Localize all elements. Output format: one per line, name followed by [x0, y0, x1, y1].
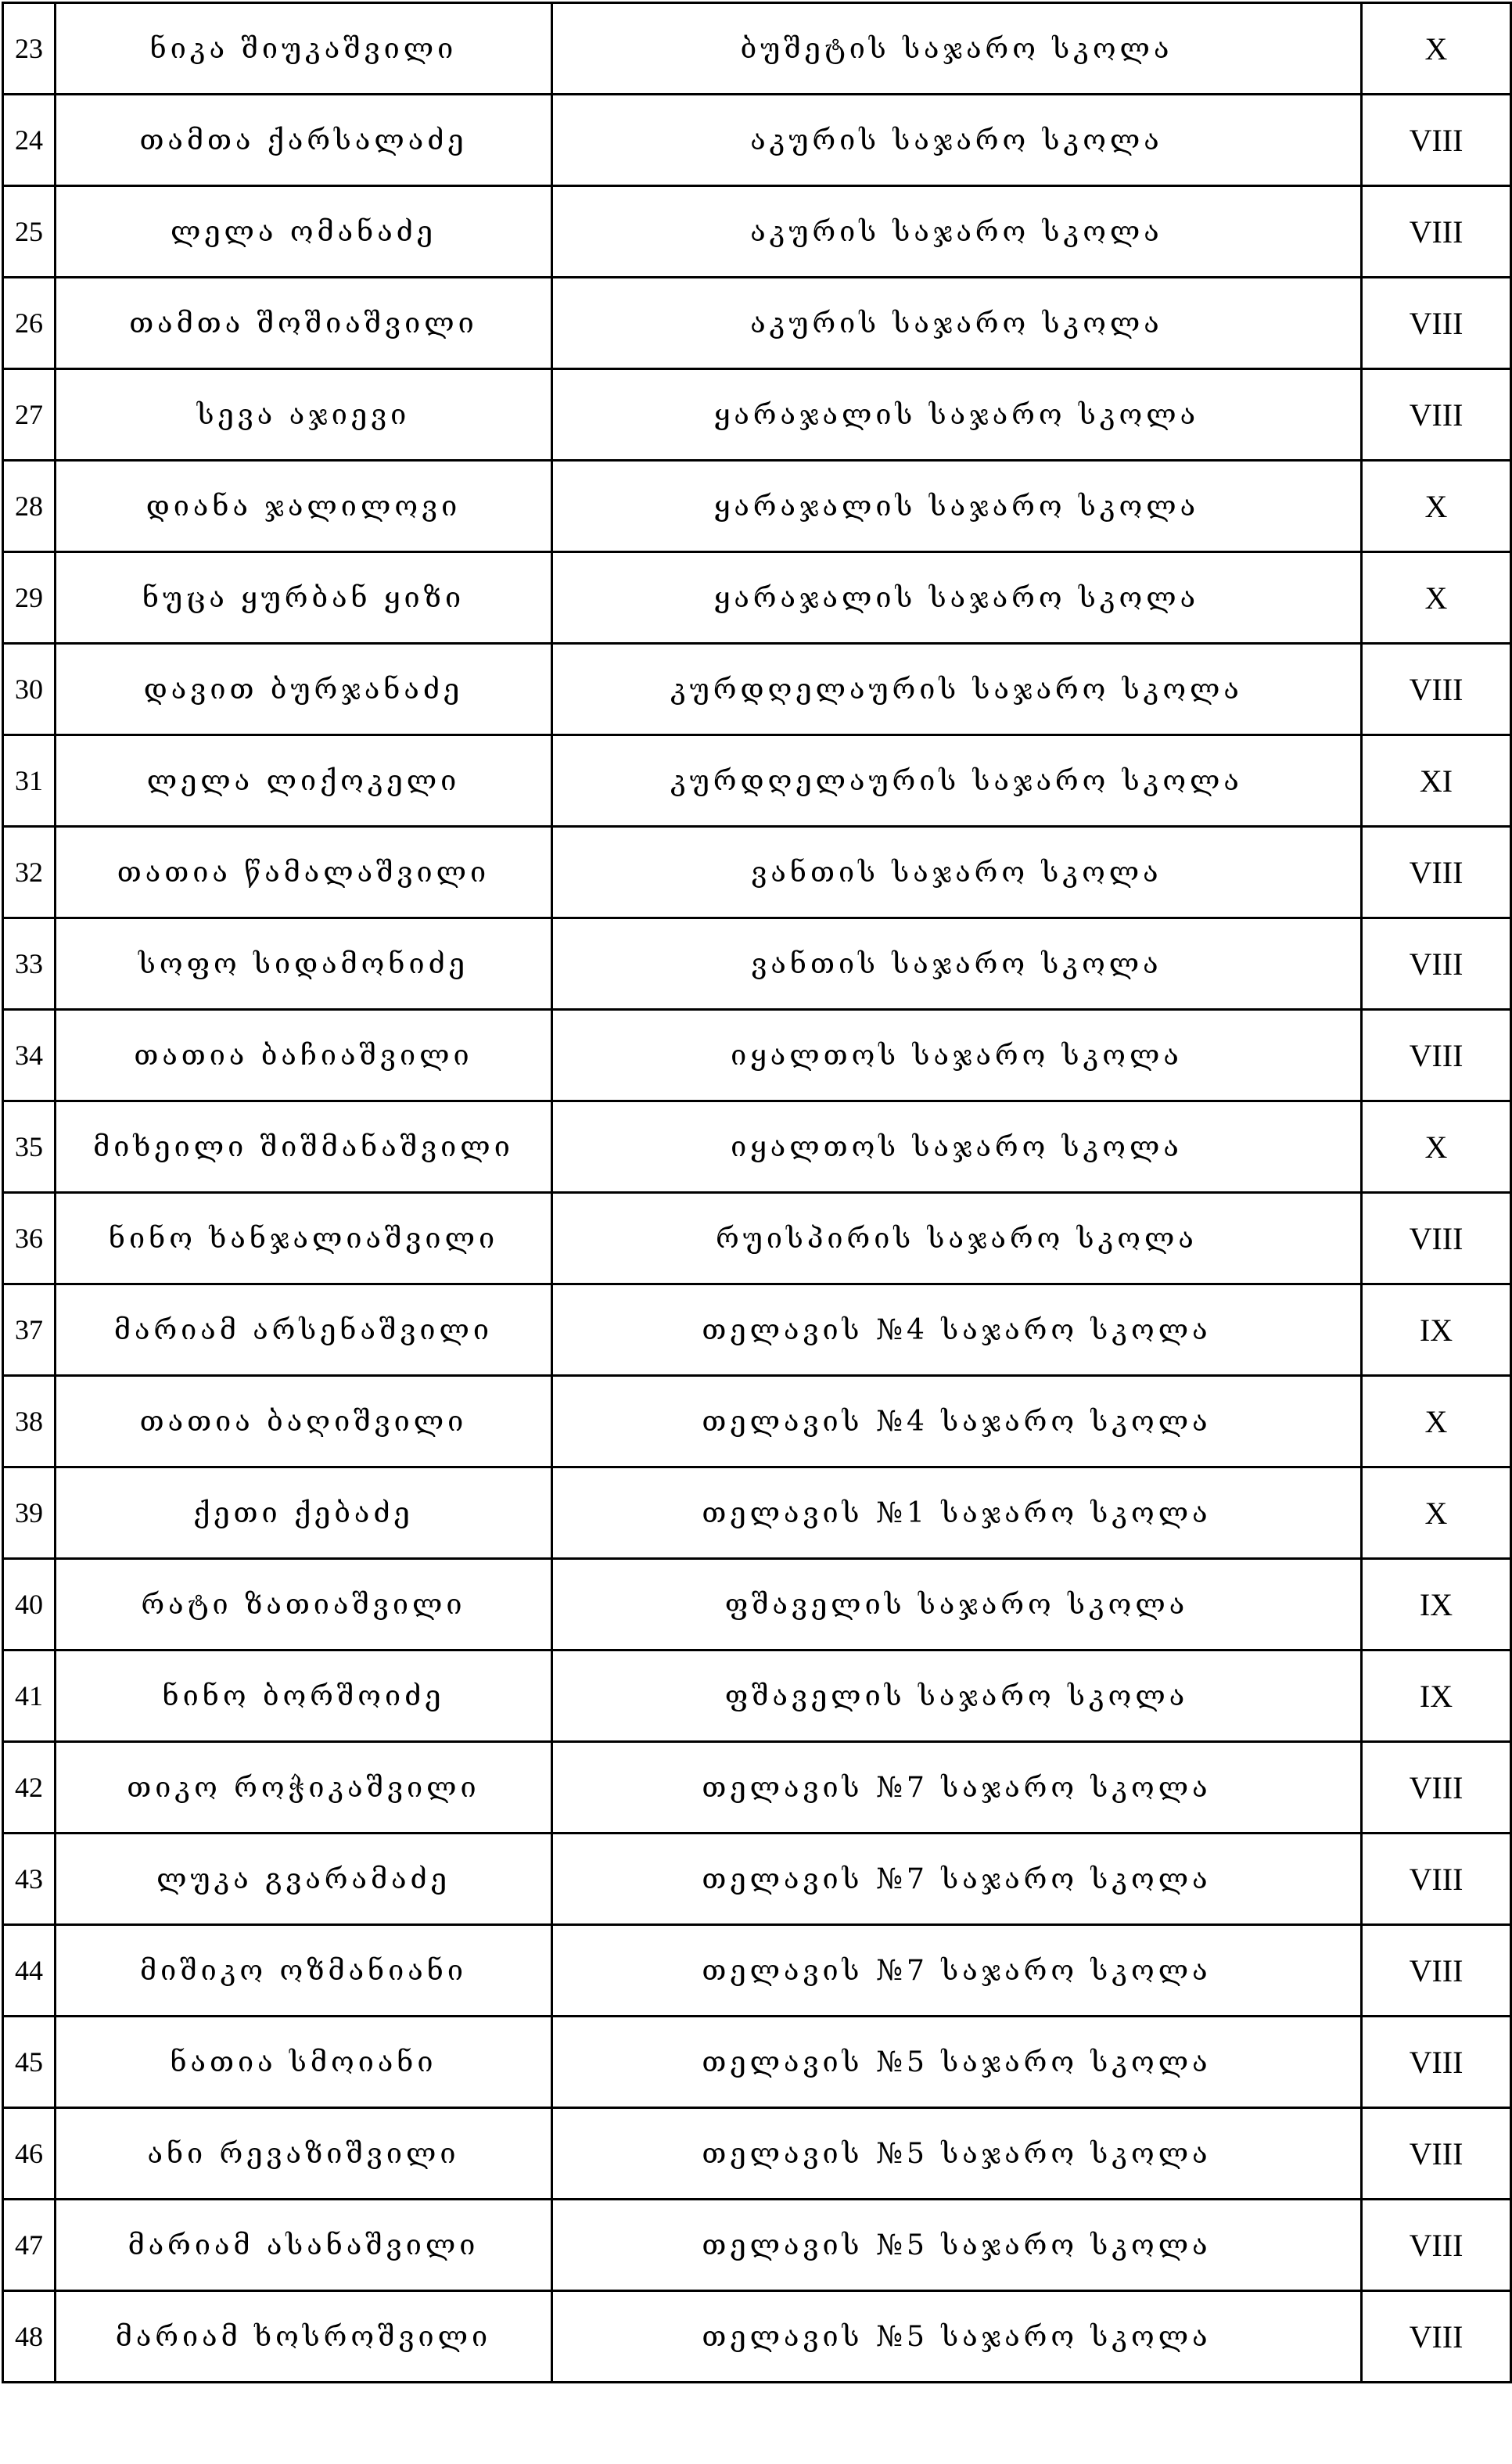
row-number-cell: 31: [3, 735, 56, 827]
row-number-cell: 45: [3, 2017, 56, 2108]
grade-cell: VIII: [1362, 2200, 1511, 2291]
school-name-cell: თელავის №1 საჯარო სკოლა: [552, 1467, 1362, 1559]
grade-cell: VIII: [1362, 2108, 1511, 2200]
grade-cell: VIII: [1362, 827, 1511, 918]
table-row: [3, 1467, 1511, 1559]
student-name-cell: თათია ბაჩიაშვილი: [56, 1010, 552, 1101]
grade-cell: VIII: [1362, 2291, 1511, 2383]
row-number-cell: 40: [3, 1559, 56, 1650]
row-number-cell: 36: [3, 1193, 56, 1284]
table-row: [3, 2200, 1511, 2291]
student-name-cell: ანი რევაზიშვილი: [56, 2108, 552, 2200]
table-row: [3, 552, 1511, 644]
grade-cell: VIII: [1362, 95, 1511, 186]
row-number-cell: 38: [3, 1376, 56, 1467]
student-name-cell: თათია წამალაშვილი: [56, 827, 552, 918]
school-name-cell: თელავის №5 საჯარო სკოლა: [552, 2017, 1362, 2108]
grade-cell: VIII: [1362, 1925, 1511, 2017]
grade-cell: VIII: [1362, 2017, 1511, 2108]
student-name-cell: ნინო ბორშოიძე: [56, 1650, 552, 1742]
school-name-cell: თელავის №5 საჯარო სკოლა: [552, 2108, 1362, 2200]
row-number-cell: 47: [3, 2200, 56, 2291]
row-number-cell: 26: [3, 278, 56, 369]
student-name-cell: ნათია სმოიანი: [56, 2017, 552, 2108]
school-name-cell: თელავის №7 საჯარო სკოლა: [552, 1742, 1362, 1834]
grade-cell: XI: [1362, 735, 1511, 827]
table-row: [3, 644, 1511, 735]
row-number-cell: 33: [3, 918, 56, 1010]
school-name-cell: იყალთოს საჯარო სკოლა: [552, 1101, 1362, 1193]
grade-cell: VIII: [1362, 918, 1511, 1010]
school-name-cell: ყარაჯალის საჯარო სკოლა: [552, 552, 1362, 644]
table-row: [3, 1376, 1511, 1467]
row-number-cell: 27: [3, 369, 56, 461]
row-number-cell: 48: [3, 2291, 56, 2383]
row-number-cell: 32: [3, 827, 56, 918]
school-name-cell: აკურის საჯარო სკოლა: [552, 278, 1362, 369]
student-name-cell: მიშიკო ოზმანიანი: [56, 1925, 552, 2017]
student-name-cell: ნინო ხანჯალიაშვილი: [56, 1193, 552, 1284]
school-name-cell: ვანთის საჯარო სკოლა: [552, 827, 1362, 918]
table-row: [3, 3, 1511, 95]
student-name-cell: ქეთი ქებაძე: [56, 1467, 552, 1559]
grade-cell: X: [1362, 552, 1511, 644]
row-number-cell: 42: [3, 1742, 56, 1834]
grade-cell: VIII: [1362, 1193, 1511, 1284]
row-number-cell: 43: [3, 1834, 56, 1925]
student-name-cell: ლუკა გვარამაძე: [56, 1834, 552, 1925]
school-name-cell: ყარაჯალის საჯარო სკოლა: [552, 461, 1362, 552]
student-name-cell: თამთა შოშიაშვილი: [56, 278, 552, 369]
student-name-cell: ნიკა შიუკაშვილი: [56, 3, 552, 95]
grade-cell: VIII: [1362, 1834, 1511, 1925]
table-row: [3, 1193, 1511, 1284]
table-row: [3, 1559, 1511, 1650]
school-name-cell: ფშაველის საჯარო სკოლა: [552, 1559, 1362, 1650]
student-name-cell: დავით ბურჯანაძე: [56, 644, 552, 735]
student-name-cell: სოფო სიდამონიძე: [56, 918, 552, 1010]
table-row: [3, 278, 1511, 369]
table-row: [3, 1834, 1511, 1925]
student-name-cell: თათია ბაღიშვილი: [56, 1376, 552, 1467]
school-name-cell: აკურის საჯარო სკოლა: [552, 95, 1362, 186]
student-name-cell: რატი ზათიაშვილი: [56, 1559, 552, 1650]
grade-cell: VIII: [1362, 278, 1511, 369]
row-number-cell: 44: [3, 1925, 56, 2017]
grade-cell: IX: [1362, 1650, 1511, 1742]
grade-cell: X: [1362, 1467, 1511, 1559]
table-row: [3, 95, 1511, 186]
row-number-cell: 29: [3, 552, 56, 644]
student-name-cell: თამთა ქარსალაძე: [56, 95, 552, 186]
table-row: [3, 1010, 1511, 1101]
school-name-cell: ვანთის საჯარო სკოლა: [552, 918, 1362, 1010]
school-name-cell: კურდღელაურის საჯარო სკოლა: [552, 644, 1362, 735]
student-name-cell: მარიამ ხოსროშვილი: [56, 2291, 552, 2383]
row-number-cell: 30: [3, 644, 56, 735]
table-row: [3, 1742, 1511, 1834]
grade-cell: X: [1362, 3, 1511, 95]
grade-cell: X: [1362, 1376, 1511, 1467]
grade-cell: VIII: [1362, 186, 1511, 278]
table-row: [3, 1101, 1511, 1193]
student-name-cell: მარიამ არსენაშვილი: [56, 1284, 552, 1376]
grade-cell: VIII: [1362, 1742, 1511, 1834]
grade-cell: X: [1362, 1101, 1511, 1193]
row-number-cell: 34: [3, 1010, 56, 1101]
student-list-table: [2, 2, 1512, 2383]
row-number-cell: 46: [3, 2108, 56, 2200]
table-row: [3, 1284, 1511, 1376]
grade-cell: VIII: [1362, 644, 1511, 735]
student-name-cell: ლელა ომანაძე: [56, 186, 552, 278]
table-row: [3, 186, 1511, 278]
student-name-cell: ნუცა ყურბან ყიზი: [56, 552, 552, 644]
school-name-cell: რუისპირის საჯარო სკოლა: [552, 1193, 1362, 1284]
row-number-cell: 39: [3, 1467, 56, 1559]
school-name-cell: თელავის №4 საჯარო სკოლა: [552, 1284, 1362, 1376]
school-name-cell: აკურის საჯარო სკოლა: [552, 186, 1362, 278]
table-row: [3, 461, 1511, 552]
table-row: [3, 918, 1511, 1010]
grade-cell: VIII: [1362, 369, 1511, 461]
student-name-cell: მარიამ ასანაშვილი: [56, 2200, 552, 2291]
school-name-cell: იყალთოს საჯარო სკოლა: [552, 1010, 1362, 1101]
student-name-cell: ლელა ლიქოკელი: [56, 735, 552, 827]
school-name-cell: ბუშეტის საჯარო სკოლა: [552, 3, 1362, 95]
table-row: [3, 735, 1511, 827]
grade-cell: IX: [1362, 1559, 1511, 1650]
school-name-cell: თელავის №4 საჯარო სკოლა: [552, 1376, 1362, 1467]
school-name-cell: თელავის №5 საჯარო სკოლა: [552, 2200, 1362, 2291]
row-number-cell: 37: [3, 1284, 56, 1376]
row-number-cell: 25: [3, 186, 56, 278]
student-name-cell: დიანა ჯალილოვი: [56, 461, 552, 552]
table-row: [3, 369, 1511, 461]
table-row: [3, 827, 1511, 918]
table-row: [3, 2291, 1511, 2383]
school-name-cell: თელავის №7 საჯარო სკოლა: [552, 1925, 1362, 2017]
school-name-cell: ყარაჯალის საჯარო სკოლა: [552, 369, 1362, 461]
school-name-cell: კურდღელაურის საჯარო სკოლა: [552, 735, 1362, 827]
table-row: [3, 1650, 1511, 1742]
table-row: [3, 2108, 1511, 2200]
student-name-cell: თიკო როჭიკაშვილი: [56, 1742, 552, 1834]
student-name-cell: სევა აჯიევი: [56, 369, 552, 461]
school-name-cell: ფშაველის საჯარო სკოლა: [552, 1650, 1362, 1742]
table-row: [3, 1925, 1511, 2017]
row-number-cell: 41: [3, 1650, 56, 1742]
school-name-cell: თელავის №5 საჯარო სკოლა: [552, 2291, 1362, 2383]
student-name-cell: მიხეილი შიშმანაშვილი: [56, 1101, 552, 1193]
grade-cell: X: [1362, 461, 1511, 552]
school-name-cell: თელავის №7 საჯარო სკოლა: [552, 1834, 1362, 1925]
row-number-cell: 28: [3, 461, 56, 552]
grade-cell: IX: [1362, 1284, 1511, 1376]
row-number-cell: 35: [3, 1101, 56, 1193]
grade-cell: VIII: [1362, 1010, 1511, 1101]
table-body: [3, 3, 1511, 2383]
row-number-cell: 23: [3, 3, 56, 95]
table-row: [3, 2017, 1511, 2108]
row-number-cell: 24: [3, 95, 56, 186]
